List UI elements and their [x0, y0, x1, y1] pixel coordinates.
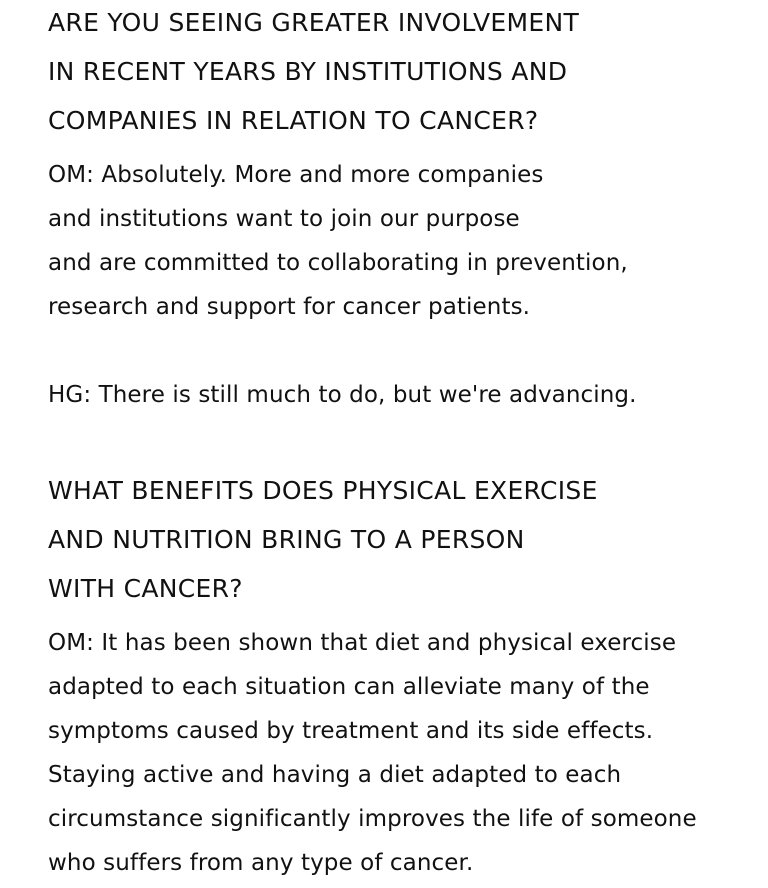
question-2-heading-line-2: AND NUTRITION BRING TO A PERSON: [48, 525, 525, 554]
answer-om-2-line-5: circumstance significantly improves the life of someone: [48, 806, 697, 832]
answer-hg-1-line-1: HG: There is still much to do, but we're advancing.: [48, 382, 637, 408]
question-1-heading-line-1: ARE YOU SEEING GREATER INVOLVEMENT: [48, 8, 580, 37]
question-1-heading-line-3: COMPANIES IN RELATION TO CANCER?: [48, 106, 539, 135]
answer-om-2-line-1: OM: It has been shown that diet and physical exercise: [48, 630, 677, 656]
answer-om-1-line-2: and institutions want to join our purpose: [48, 206, 520, 232]
answer-om-1-line-3: and are committed to collaborating in prevention,: [48, 250, 628, 276]
answer-om-2-line-6: who suffers from any type of cancer.: [48, 850, 474, 876]
answer-om-2-line-4: Staying active and having a diet adapted to each: [48, 762, 622, 788]
question-1-heading-line-2: IN RECENT YEARS BY INSTITUTIONS AND: [48, 57, 568, 86]
answer-om-2-line-2: adapted to each situation can alleviate many of the: [48, 674, 650, 700]
answer-om-1-line-1: OM: Absolutely. More and more companies: [48, 162, 544, 188]
answer-om-1-line-4: research and support for cancer patients.: [48, 294, 531, 320]
question-2-heading-line-1: WHAT BENEFITS DOES PHYSICAL EXERCISE: [48, 476, 598, 505]
question-2-heading-line-3: WITH CANCER?: [48, 574, 243, 603]
answer-om-2-line-3: symptoms caused by treatment and its side effects.: [48, 718, 654, 744]
